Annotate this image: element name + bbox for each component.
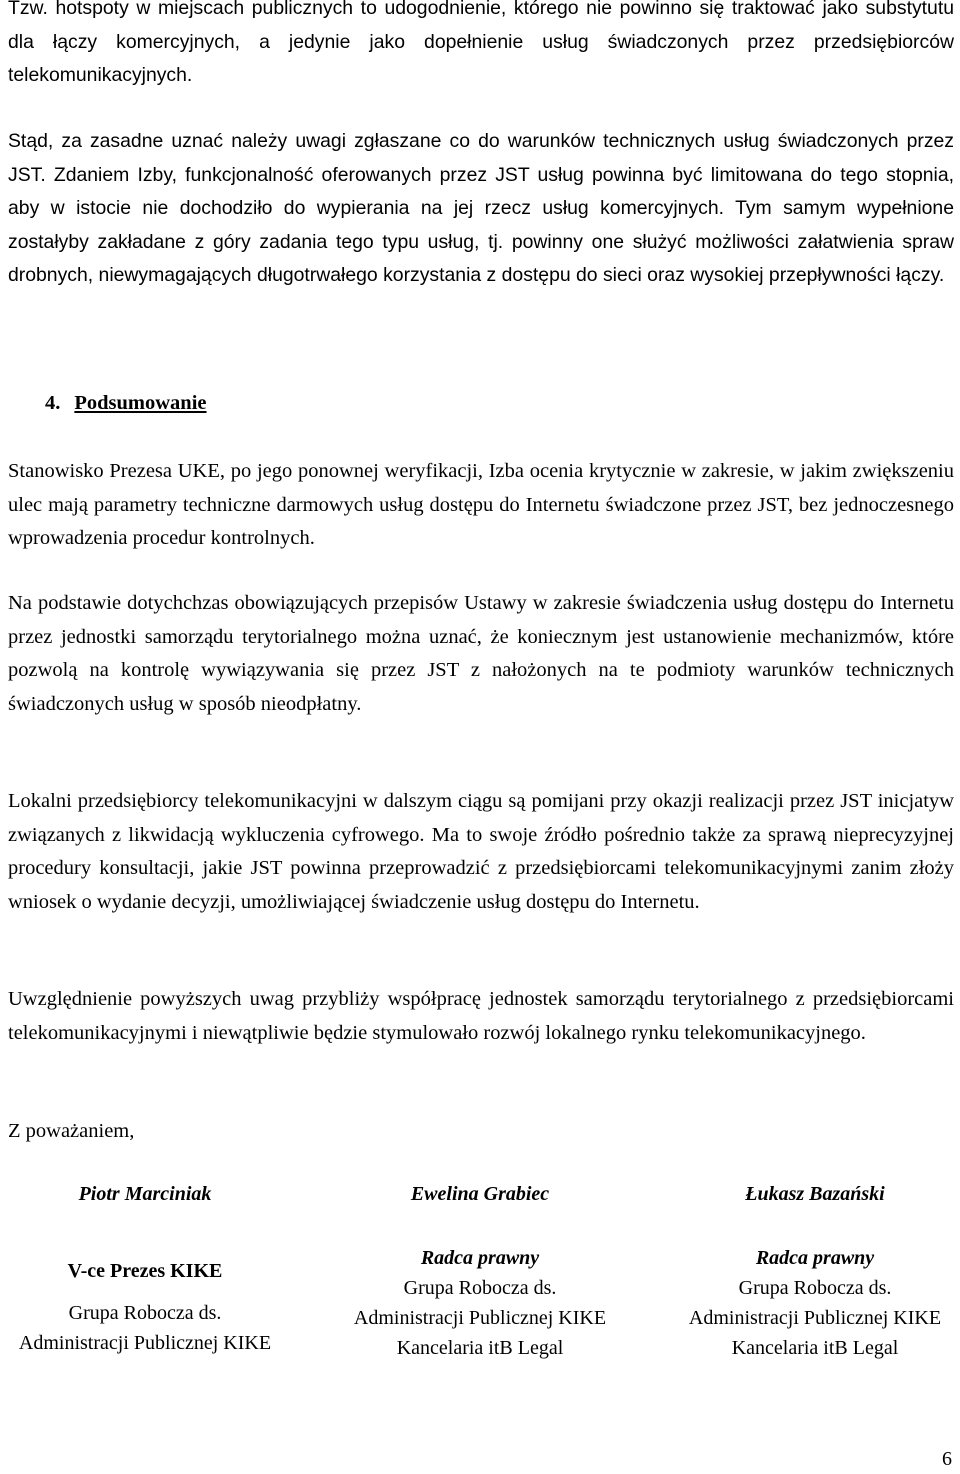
signature-block-1 — [0, 1256, 305, 1358]
signature-line3-3: Kancelaria itB Legal — [731, 1337, 899, 1359]
paragraph-legal-basis: Na podstawie dotychchzas obowiązujących przepisów Ustawy w zakresie świadczenia usług dostępu do Internetu przez jednostki samorządu terytorialnego można uznać, że koniecznym jest ustanowienie mechanizmów, które pozwolą na kontrolę wywiązywania się przez JST z nałożonych na te podmioty warunków technicznych świadczonych usług w sposób nieodpłatny. — [8, 592, 954, 715]
signature-role-2: Radca prawny — [420, 1247, 540, 1269]
paragraph-uke-position: Stanowisko Prezesa UKE, po jego ponownej weryfikacji, Izba ocenia krytycznie w zakresie, w jakim zwiększeniu ulec mają parametry techniczne darmowych usług dostępu do Internetu świadczone przez JST, bez jednoczesnego wprowadzenia procedur kontrolnych. — [8, 460, 954, 550]
signature-line1-3: Grupa Robocza ds. — [738, 1277, 892, 1299]
signature-line2-2: Administracji Publicznej KIKE — [353, 1307, 607, 1329]
signature-line1-1: Grupa Robocza ds. — [68, 1302, 222, 1324]
paragraph-technical-conditions: Stąd, za zasadne uznać należy uwagi zgłaszane co do warunków technicznych usług świadczonych przez JST. Zdaniem Izby, funkcjonalność oferowanych przez JST usług powinna być limitowana do tego stopnia, aby w istocie nie dochodziło do wypierania na jej rzecz usług komercyjnych. Tym samym wypełnione zostałyby zakładane z góry zadania tego typu usług, tj. powinny one służyć możliwości załatwienia spraw drobnych, niewymagających długotrwałego korzystania z dostępu do sieci oraz wysokiej przepływności łączy. — [8, 130, 954, 287]
closing-salutation: Z poważaniem, — [8, 1120, 135, 1142]
signature-name-2: Ewelina Grabiec — [410, 1183, 550, 1205]
paragraph-hotspots: Tzw. hotspoty w miejscach publicznych to udogodnienie, którego nie powinno się traktować jako substytutu dla łączy komercyjnych, a jedynie jako dopełnienie usług świadczonych przez przedsiębiorców telekomunikacyjnych. — [8, 0, 954, 87]
signature-line2-3: Administracji Publicznej KIKE — [688, 1307, 942, 1329]
signature-line1-2: Grupa Robocza ds. — [403, 1277, 557, 1299]
section-heading — [45, 392, 207, 415]
signature-block-3 — [655, 1243, 960, 1363]
signature-line2-1: Administracji Publicznej KIKE — [18, 1332, 272, 1354]
signature-line3-2: Kancelaria itB Legal — [396, 1337, 564, 1359]
section-title: Podsumowanie — [74, 392, 207, 414]
signature-role-1: V-ce Prezes KIKE — [67, 1260, 223, 1282]
signature-block-2 — [320, 1243, 640, 1363]
signature-role-3: Radca prawny — [755, 1247, 875, 1269]
section-number: 4. — [45, 392, 61, 414]
signature-name-1: Piotr Marciniak — [78, 1183, 212, 1205]
paragraph-conclusion: Uwzględnienie powyższych uwag przybliży współpracę jednostek samorządu terytorialnego z przedsiębiorcami telekomunikacyjnymi i niewątpliwie będzie stymulowało rozwój lokalnego rynku telekomunikacyjnego. — [8, 988, 954, 1044]
page-number: 6 — [942, 1448, 952, 1470]
signature-name-3: Łukasz Bazański — [745, 1183, 885, 1205]
paragraph-local-operators: Lokalni przedsiębiorcy telekomunikacyjni w dalszym ciągu są pomijani przy okazji realizacji przez JST inicjatyw związanych z likwidacją wykluczenia cyfrowego. Ma to swoje źródło pośrednio także za sprawą nieprecyzyjnej procedury konsultacji, jakie JST powinna przeprowadzić z przedsiębiorcami telekomunikacyjnymi zanim złoży wniosek o wydanie decyzji, umożliwiającej świadczenie usług dostępu do Internetu. — [8, 790, 954, 913]
